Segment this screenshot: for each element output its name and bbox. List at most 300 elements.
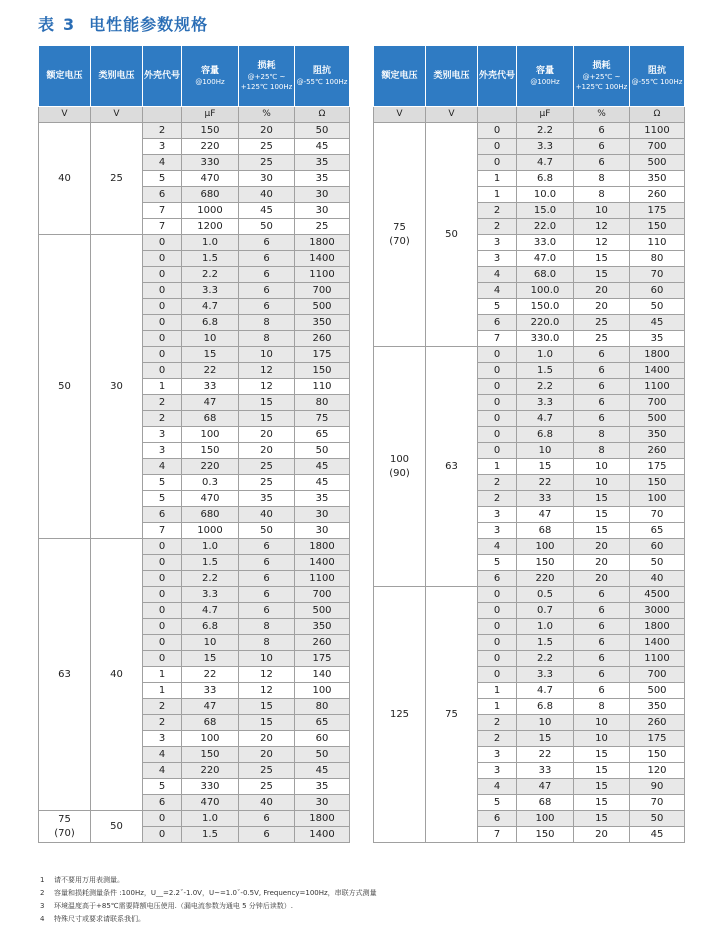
capacitance-cell: 15 — [517, 731, 574, 747]
capacitance-cell: 6.8 — [517, 699, 574, 715]
capacitance-cell: 220 — [182, 763, 239, 779]
case-code-cell: 5 — [143, 475, 182, 491]
capacitance-cell: 68 — [182, 715, 239, 731]
impedance-cell: 260 — [630, 187, 685, 203]
capacitance-cell: 1.0 — [517, 619, 574, 635]
loss-cell: 10 — [239, 651, 295, 667]
capacitance-cell: 150 — [517, 827, 574, 843]
footnote-text: 请不要用万用表测量。 — [54, 876, 124, 884]
header-loss-sub: @+25℃ ~ +125℃ 100Hz — [575, 73, 628, 91]
impedance-cell: 35 — [295, 155, 350, 171]
impedance-cell: 110 — [630, 235, 685, 251]
loss-cell: 10 — [239, 347, 295, 363]
footnote-text: 特殊尺寸或要求请联系我们。 — [54, 915, 145, 923]
case-code-cell: 6 — [143, 187, 182, 203]
capacitance-cell: 1.0 — [182, 235, 239, 251]
impedance-cell: 45 — [295, 139, 350, 155]
impedance-cell: 65 — [295, 427, 350, 443]
case-code-cell: 6 — [143, 795, 182, 811]
impedance-cell: 1800 — [630, 347, 685, 363]
case-code-cell: 0 — [478, 411, 517, 427]
impedance-cell: 175 — [295, 651, 350, 667]
category-voltage-cell: 40 — [91, 539, 143, 811]
header-row — [39, 46, 350, 107]
capacitance-cell: 68 — [517, 523, 574, 539]
table-row — [374, 587, 685, 603]
rated-voltage-cell: 125 — [374, 587, 426, 843]
capacitance-cell: 0.3 — [182, 475, 239, 491]
loss-cell: 6 — [574, 683, 630, 699]
capacitance-cell: 47 — [182, 395, 239, 411]
loss-cell: 15 — [239, 395, 295, 411]
capacitance-cell: 1000 — [182, 203, 239, 219]
case-code-cell: 0 — [478, 347, 517, 363]
title-prefix: 表 — [38, 15, 56, 34]
impedance-cell: 700 — [295, 283, 350, 299]
rated-voltage-cell: 63 — [39, 539, 91, 811]
impedance-cell: 40 — [630, 571, 685, 587]
loss-cell: 8 — [239, 619, 295, 635]
page-title — [38, 12, 208, 35]
loss-cell: 12 — [239, 667, 295, 683]
loss-cell: 15 — [239, 715, 295, 731]
loss-cell: 25 — [239, 475, 295, 491]
capacitance-cell: 150 — [182, 747, 239, 763]
case-code-cell: 2 — [478, 715, 517, 731]
unit-loss: % — [239, 107, 295, 123]
loss-cell: 8 — [574, 699, 630, 715]
footnote-number: 1 — [40, 876, 45, 884]
case-code-cell: 0 — [478, 667, 517, 683]
case-code-cell: 0 — [143, 651, 182, 667]
case-code-cell: 3 — [478, 747, 517, 763]
impedance-cell: 80 — [295, 699, 350, 715]
loss-cell: 6 — [239, 299, 295, 315]
loss-cell: 6 — [574, 667, 630, 683]
impedance-cell: 150 — [295, 363, 350, 379]
header-capacitance — [517, 46, 574, 107]
case-code-cell: 0 — [478, 139, 517, 155]
loss-cell: 10 — [574, 459, 630, 475]
capacitance-cell: 6.8 — [182, 619, 239, 635]
case-code-cell: 0 — [143, 635, 182, 651]
impedance-cell: 700 — [295, 587, 350, 603]
table-row — [39, 539, 350, 555]
capacitance-cell: 6.8 — [517, 427, 574, 443]
impedance-cell: 65 — [630, 523, 685, 539]
case-code-cell: 7 — [478, 331, 517, 347]
loss-cell: 15 — [574, 795, 630, 811]
loss-cell: 10 — [574, 203, 630, 219]
table-row — [39, 235, 350, 251]
loss-cell: 6 — [239, 235, 295, 251]
capacitance-cell: 1.5 — [517, 363, 574, 379]
case-code-cell: 6 — [478, 315, 517, 331]
case-code-cell: 0 — [478, 379, 517, 395]
capacitance-cell: 2.2 — [517, 123, 574, 139]
impedance-cell: 500 — [630, 683, 685, 699]
category-voltage-cell: 50 — [91, 811, 143, 843]
impedance-cell: 1100 — [630, 651, 685, 667]
loss-cell: 6 — [574, 379, 630, 395]
capacitance-cell: 47 — [517, 779, 574, 795]
units-row — [374, 107, 685, 123]
capacitance-cell: 10 — [182, 635, 239, 651]
loss-cell: 25 — [239, 763, 295, 779]
header-rated-voltage: 额定电压 — [374, 46, 426, 107]
loss-cell: 15 — [574, 811, 630, 827]
loss-cell: 20 — [239, 443, 295, 459]
loss-cell: 6 — [239, 587, 295, 603]
case-code-cell: 0 — [143, 299, 182, 315]
impedance-cell: 260 — [295, 635, 350, 651]
table-row — [374, 123, 685, 139]
loss-cell: 12 — [574, 219, 630, 235]
loss-cell: 35 — [239, 491, 295, 507]
footnote-line — [40, 887, 377, 900]
capacitance-cell: 3.3 — [182, 587, 239, 603]
impedance-cell: 100 — [295, 683, 350, 699]
impedance-cell: 110 — [295, 379, 350, 395]
loss-cell: 10 — [574, 715, 630, 731]
capacitance-cell: 15 — [517, 459, 574, 475]
header-category-voltage: 类别电压 — [426, 46, 478, 107]
case-code-cell: 5 — [143, 491, 182, 507]
impedance-cell: 35 — [295, 779, 350, 795]
capacitance-cell: 22 — [182, 667, 239, 683]
capacitance-cell: 68 — [517, 795, 574, 811]
capacitance-cell: 470 — [182, 795, 239, 811]
capacitance-cell: 1200 — [182, 219, 239, 235]
loss-cell: 6 — [574, 123, 630, 139]
units-row — [39, 107, 350, 123]
capacitance-cell: 330 — [182, 155, 239, 171]
rated-voltage-cell: 100 (90) — [374, 347, 426, 587]
capacitance-cell: 470 — [182, 491, 239, 507]
impedance-cell: 65 — [295, 715, 350, 731]
header-loss-label: 损耗 — [257, 61, 276, 71]
capacitance-cell: 2.2 — [517, 651, 574, 667]
capacitance-cell: 6.8 — [182, 315, 239, 331]
impedance-cell: 1800 — [295, 811, 350, 827]
case-code-cell: 3 — [143, 443, 182, 459]
table-row — [39, 811, 350, 827]
loss-cell: 6 — [574, 411, 630, 427]
loss-cell: 8 — [574, 187, 630, 203]
case-code-cell: 3 — [143, 139, 182, 155]
loss-cell: 6 — [239, 283, 295, 299]
header-loss-sub: @+25℃ ~ +125℃ 100Hz — [240, 73, 293, 91]
capacitance-cell: 2.2 — [182, 571, 239, 587]
impedance-cell: 30 — [295, 187, 350, 203]
loss-cell: 6 — [239, 555, 295, 571]
loss-cell: 20 — [239, 427, 295, 443]
loss-cell: 20 — [574, 283, 630, 299]
loss-cell: 40 — [239, 187, 295, 203]
case-code-cell: 2 — [478, 731, 517, 747]
header-capacitance — [182, 46, 239, 107]
case-code-cell: 0 — [143, 587, 182, 603]
case-code-cell: 5 — [478, 299, 517, 315]
capacitance-cell: 220 — [182, 139, 239, 155]
case-code-cell: 2 — [143, 411, 182, 427]
header-capacitance-sub: @100Hz — [530, 78, 560, 86]
impedance-cell: 150 — [630, 747, 685, 763]
capacitance-cell: 4.7 — [517, 411, 574, 427]
capacitance-cell: 150 — [517, 555, 574, 571]
header-impedance-sub: @-55℃ 100Hz — [296, 78, 348, 86]
impedance-cell: 45 — [295, 459, 350, 475]
spec-table-left — [38, 45, 350, 843]
impedance-cell: 100 — [630, 491, 685, 507]
loss-cell: 15 — [239, 411, 295, 427]
loss-cell: 20 — [239, 731, 295, 747]
case-code-cell: 1 — [478, 699, 517, 715]
case-code-cell: 0 — [143, 619, 182, 635]
impedance-cell: 25 — [295, 219, 350, 235]
capacitance-cell: 1.5 — [182, 827, 239, 843]
loss-cell: 20 — [574, 571, 630, 587]
case-code-cell: 5 — [143, 779, 182, 795]
loss-cell: 12 — [239, 379, 295, 395]
impedance-cell: 35 — [630, 331, 685, 347]
case-code-cell: 3 — [478, 523, 517, 539]
loss-cell: 25 — [239, 459, 295, 475]
capacitance-cell: 0.7 — [517, 603, 574, 619]
case-code-cell: 1 — [143, 379, 182, 395]
loss-cell: 6 — [574, 619, 630, 635]
impedance-cell: 4500 — [630, 587, 685, 603]
header-case-code: 外壳代号 — [478, 46, 517, 107]
loss-cell: 15 — [574, 507, 630, 523]
loss-cell: 40 — [239, 795, 295, 811]
case-code-cell: 0 — [143, 811, 182, 827]
loss-cell: 25 — [239, 779, 295, 795]
header-loss — [239, 46, 295, 107]
capacitance-cell: 220 — [517, 571, 574, 587]
impedance-cell: 50 — [630, 555, 685, 571]
capacitance-cell: 47 — [517, 507, 574, 523]
unit-impedance: Ω — [630, 107, 685, 123]
case-code-cell: 7 — [478, 827, 517, 843]
capacitance-cell: 68 — [182, 411, 239, 427]
rated-voltage-cell: 75 (70) — [39, 811, 91, 843]
case-code-cell: 0 — [143, 267, 182, 283]
loss-cell: 6 — [239, 571, 295, 587]
category-voltage-cell: 30 — [91, 235, 143, 539]
unit-capacitance: μF — [182, 107, 239, 123]
capacitance-cell: 4.7 — [517, 683, 574, 699]
loss-cell: 12 — [574, 235, 630, 251]
header-loss-label: 损耗 — [592, 61, 611, 71]
capacitance-cell: 15.0 — [517, 203, 574, 219]
impedance-cell: 30 — [295, 203, 350, 219]
footnote-number: 2 — [40, 889, 45, 897]
case-code-cell: 5 — [478, 555, 517, 571]
header-case-code: 外壳代号 — [143, 46, 182, 107]
unit-loss: % — [574, 107, 630, 123]
category-voltage-cell: 25 — [91, 123, 143, 235]
impedance-cell: 700 — [630, 667, 685, 683]
case-code-cell: 0 — [478, 155, 517, 171]
capacitance-cell: 2.2 — [182, 267, 239, 283]
unit-case — [478, 107, 517, 123]
capacitance-cell: 4.7 — [182, 299, 239, 315]
impedance-cell: 175 — [630, 203, 685, 219]
footnotes — [40, 874, 377, 926]
loss-cell: 20 — [574, 827, 630, 843]
capacitance-cell: 1.0 — [182, 811, 239, 827]
capacitance-cell: 1.0 — [517, 347, 574, 363]
case-code-cell: 1 — [478, 459, 517, 475]
footnote-text: 环境温度高于+85℃需要降额电压使用.（漏电流参数为通电 5 分钟后读数）. — [54, 902, 293, 910]
title-text: 电性能参数规格 — [89, 15, 209, 34]
impedance-cell: 1800 — [295, 235, 350, 251]
impedance-cell: 80 — [630, 251, 685, 267]
case-code-cell: 2 — [478, 475, 517, 491]
loss-cell: 50 — [239, 219, 295, 235]
impedance-cell: 70 — [630, 267, 685, 283]
case-code-cell: 2 — [143, 123, 182, 139]
impedance-cell: 75 — [295, 411, 350, 427]
case-code-cell: 0 — [478, 123, 517, 139]
category-voltage-cell: 75 — [426, 587, 478, 843]
impedance-cell: 45 — [630, 315, 685, 331]
loss-cell: 6 — [574, 587, 630, 603]
case-code-cell: 0 — [143, 539, 182, 555]
loss-cell: 6 — [239, 811, 295, 827]
impedance-cell: 260 — [630, 443, 685, 459]
case-code-cell: 1 — [143, 667, 182, 683]
footnote-number: 4 — [40, 915, 45, 923]
impedance-cell: 1100 — [630, 379, 685, 395]
impedance-cell: 50 — [630, 811, 685, 827]
loss-cell: 15 — [574, 523, 630, 539]
impedance-cell: 50 — [295, 123, 350, 139]
case-code-cell: 0 — [143, 555, 182, 571]
unit-rated: V — [374, 107, 426, 123]
capacitance-cell: 330 — [182, 779, 239, 795]
rated-voltage-cell: 50 — [39, 235, 91, 539]
loss-cell: 8 — [574, 427, 630, 443]
loss-cell: 6 — [239, 267, 295, 283]
case-code-cell: 0 — [478, 651, 517, 667]
loss-cell: 50 — [239, 523, 295, 539]
loss-cell: 20 — [574, 539, 630, 555]
capacitance-cell: 220 — [182, 459, 239, 475]
header-impedance — [630, 46, 685, 107]
category-voltage-cell: 63 — [426, 347, 478, 587]
capacitance-cell: 22.0 — [517, 219, 574, 235]
case-code-cell: 4 — [478, 267, 517, 283]
footnote-line — [40, 913, 377, 926]
capacitance-cell: 22 — [517, 475, 574, 491]
impedance-cell: 150 — [630, 475, 685, 491]
loss-cell: 30 — [239, 171, 295, 187]
impedance-cell: 90 — [630, 779, 685, 795]
impedance-cell: 45 — [630, 827, 685, 843]
loss-cell: 12 — [239, 363, 295, 379]
impedance-cell: 350 — [295, 619, 350, 635]
impedance-cell: 175 — [630, 731, 685, 747]
header-impedance — [295, 46, 350, 107]
impedance-cell: 350 — [630, 171, 685, 187]
impedance-cell: 260 — [295, 331, 350, 347]
rated-voltage-cell: 75 (70) — [374, 123, 426, 347]
capacitance-cell: 2.2 — [517, 379, 574, 395]
capacitance-cell: 1.0 — [182, 539, 239, 555]
impedance-cell: 1400 — [630, 635, 685, 651]
capacitance-cell: 220.0 — [517, 315, 574, 331]
case-code-cell: 1 — [143, 683, 182, 699]
impedance-cell: 500 — [630, 411, 685, 427]
capacitance-cell: 150 — [182, 123, 239, 139]
loss-cell: 6 — [574, 363, 630, 379]
header-capacitance-sub: @100Hz — [195, 78, 225, 86]
impedance-cell: 350 — [630, 699, 685, 715]
impedance-cell: 350 — [630, 427, 685, 443]
header-loss — [574, 46, 630, 107]
impedance-cell: 1800 — [295, 539, 350, 555]
table-row — [374, 347, 685, 363]
loss-cell: 6 — [574, 603, 630, 619]
header-capacitance-label: 容量 — [200, 66, 219, 76]
capacitance-cell: 100 — [182, 427, 239, 443]
loss-cell: 6 — [574, 651, 630, 667]
impedance-cell: 1800 — [630, 619, 685, 635]
capacitance-cell: 33.0 — [517, 235, 574, 251]
case-code-cell: 4 — [478, 283, 517, 299]
case-code-cell: 0 — [143, 331, 182, 347]
impedance-cell: 70 — [630, 795, 685, 811]
capacitance-cell: 4.7 — [182, 603, 239, 619]
impedance-cell: 175 — [295, 347, 350, 363]
loss-cell: 6 — [574, 635, 630, 651]
case-code-cell: 4 — [143, 747, 182, 763]
loss-cell: 20 — [239, 747, 295, 763]
capacitance-cell: 10 — [517, 715, 574, 731]
case-code-cell: 3 — [478, 507, 517, 523]
impedance-cell: 50 — [295, 443, 350, 459]
loss-cell: 15 — [574, 763, 630, 779]
impedance-cell: 50 — [295, 747, 350, 763]
capacitance-cell: 6.8 — [517, 171, 574, 187]
case-code-cell: 0 — [143, 235, 182, 251]
impedance-cell: 50 — [630, 299, 685, 315]
footnote-text: 容量和损耗测量条件 :100Hz，U__=2.2ˇ-1.0V，U~=1.0ˇ-0.5V, Frequency=100Hz，串联方式测量 — [54, 889, 377, 897]
impedance-cell: 60 — [295, 731, 350, 747]
impedance-cell: 150 — [630, 219, 685, 235]
impedance-cell: 30 — [295, 795, 350, 811]
impedance-cell: 500 — [295, 299, 350, 315]
capacitance-cell: 3.3 — [517, 667, 574, 683]
case-code-cell: 4 — [143, 459, 182, 475]
impedance-cell: 700 — [630, 139, 685, 155]
capacitance-cell: 100.0 — [517, 283, 574, 299]
header-capacitance-label: 容量 — [535, 66, 554, 76]
loss-cell: 8 — [574, 171, 630, 187]
case-code-cell: 6 — [478, 571, 517, 587]
case-code-cell: 0 — [478, 603, 517, 619]
loss-cell: 15 — [574, 747, 630, 763]
loss-cell: 10 — [574, 475, 630, 491]
impedance-cell: 70 — [630, 507, 685, 523]
impedance-cell: 140 — [295, 667, 350, 683]
impedance-cell: 30 — [295, 507, 350, 523]
header-impedance-label: 阻抗 — [312, 66, 331, 76]
case-code-cell: 6 — [143, 507, 182, 523]
case-code-cell: 7 — [143, 219, 182, 235]
